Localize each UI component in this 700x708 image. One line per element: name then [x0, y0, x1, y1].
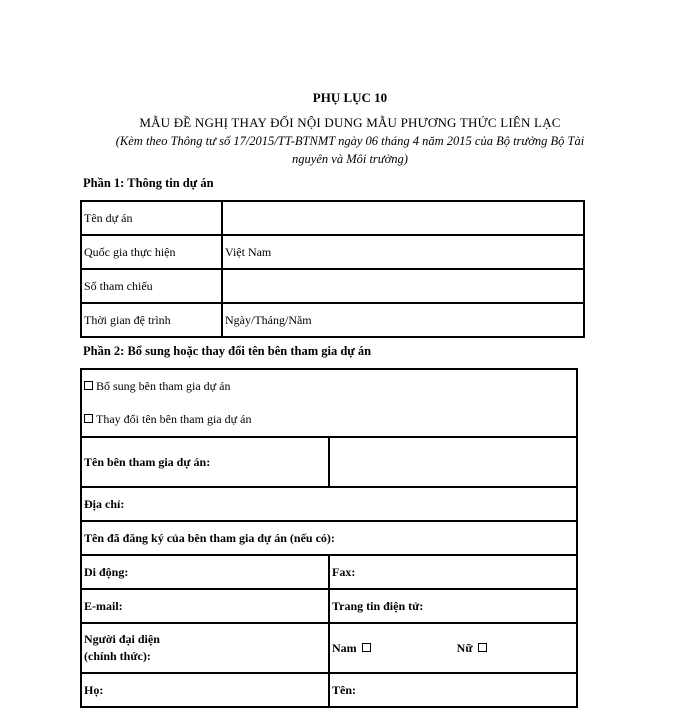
checkbox-male[interactable]	[362, 643, 371, 652]
table-row	[81, 369, 577, 437]
checkbox-add-participant[interactable]	[84, 381, 93, 390]
note-line-1: (Kèm theo Thông tư số 17/2015/TT-BTNMT ngày 06 tháng 4 năm 2015 của Bộ trưởng Bộ Tài	[115, 134, 585, 148]
representative-label-line-2: (chính thức):	[84, 649, 151, 663]
gender-female-option[interactable]	[457, 641, 490, 655]
table-row	[81, 269, 584, 303]
participant-name-field[interactable]	[329, 437, 577, 487]
table-row	[81, 487, 577, 521]
representative-label	[81, 623, 329, 673]
table-row	[81, 555, 577, 589]
document-title: PHỤ LỤC 10	[312, 90, 388, 105]
option-change-participant-name[interactable]	[82, 403, 576, 436]
project-name-field[interactable]	[222, 201, 584, 235]
registered-name-field[interactable]: Tên đã đăng ký của bên tham gia dự án (nếu có):	[81, 521, 577, 555]
option-add-label: Bổ sung bên tham gia dự án	[96, 379, 231, 393]
table-row	[81, 235, 584, 269]
checkbox-female[interactable]	[478, 643, 487, 652]
change-type-cell	[81, 369, 577, 437]
submission-date-field[interactable]: Ngày/Tháng/Năm	[222, 303, 584, 337]
gender-male-option[interactable]	[332, 641, 377, 655]
gender-cell	[329, 623, 577, 673]
representative-label-line-1: Người đại diện	[84, 632, 160, 646]
table-row	[81, 437, 577, 487]
address-field[interactable]: Địa chỉ:	[81, 487, 577, 521]
male-label: Nam	[332, 640, 357, 655]
part2-heading: Phần 2: Bổ sung hoặc thay đổi tên bên tham gia dự án	[83, 344, 372, 358]
project-info-table	[80, 200, 585, 338]
table-row	[81, 201, 584, 235]
surname-field[interactable]: Họ:	[81, 673, 329, 707]
country-field[interactable]: Việt Nam	[222, 235, 584, 269]
fax-field[interactable]: Fax:	[329, 555, 577, 589]
table-row	[81, 589, 577, 623]
reference-number-label: Số tham chiếu	[81, 269, 222, 303]
given-name-field[interactable]: Tên:	[329, 673, 577, 707]
mobile-field[interactable]: Di động:	[81, 555, 329, 589]
document-note	[60, 132, 640, 168]
website-field[interactable]: Trang tin điện tử:	[329, 589, 577, 623]
checkbox-change-name[interactable]	[84, 414, 93, 423]
table-row	[81, 623, 577, 673]
female-label: Nữ	[456, 640, 473, 655]
country-label: Quốc gia thực hiện	[81, 235, 222, 269]
participant-table	[80, 368, 578, 708]
project-name-label: Tên dự án	[81, 201, 222, 235]
option-change-label: Thay đổi tên bên tham gia dự án	[96, 412, 252, 426]
table-row	[81, 521, 577, 555]
participant-name-label: Tên bên tham gia dự án:	[81, 437, 329, 487]
table-row	[81, 673, 577, 707]
table-row	[81, 303, 584, 337]
reference-number-field[interactable]	[222, 269, 584, 303]
part1-heading: Phần 1: Thông tin dự án	[83, 176, 214, 190]
submission-date-label: Thời gian đệ trình	[81, 303, 222, 337]
document-subtitle: MẪU ĐỀ NGHỊ THAY ĐỔI NỘI DUNG MẪU PHƯƠNG THỨC LIÊN LẠC	[139, 115, 561, 130]
option-add-participant[interactable]	[82, 370, 576, 403]
email-field[interactable]: E-mail:	[81, 589, 329, 623]
note-line-2: nguyên và Môi trường)	[292, 152, 408, 166]
